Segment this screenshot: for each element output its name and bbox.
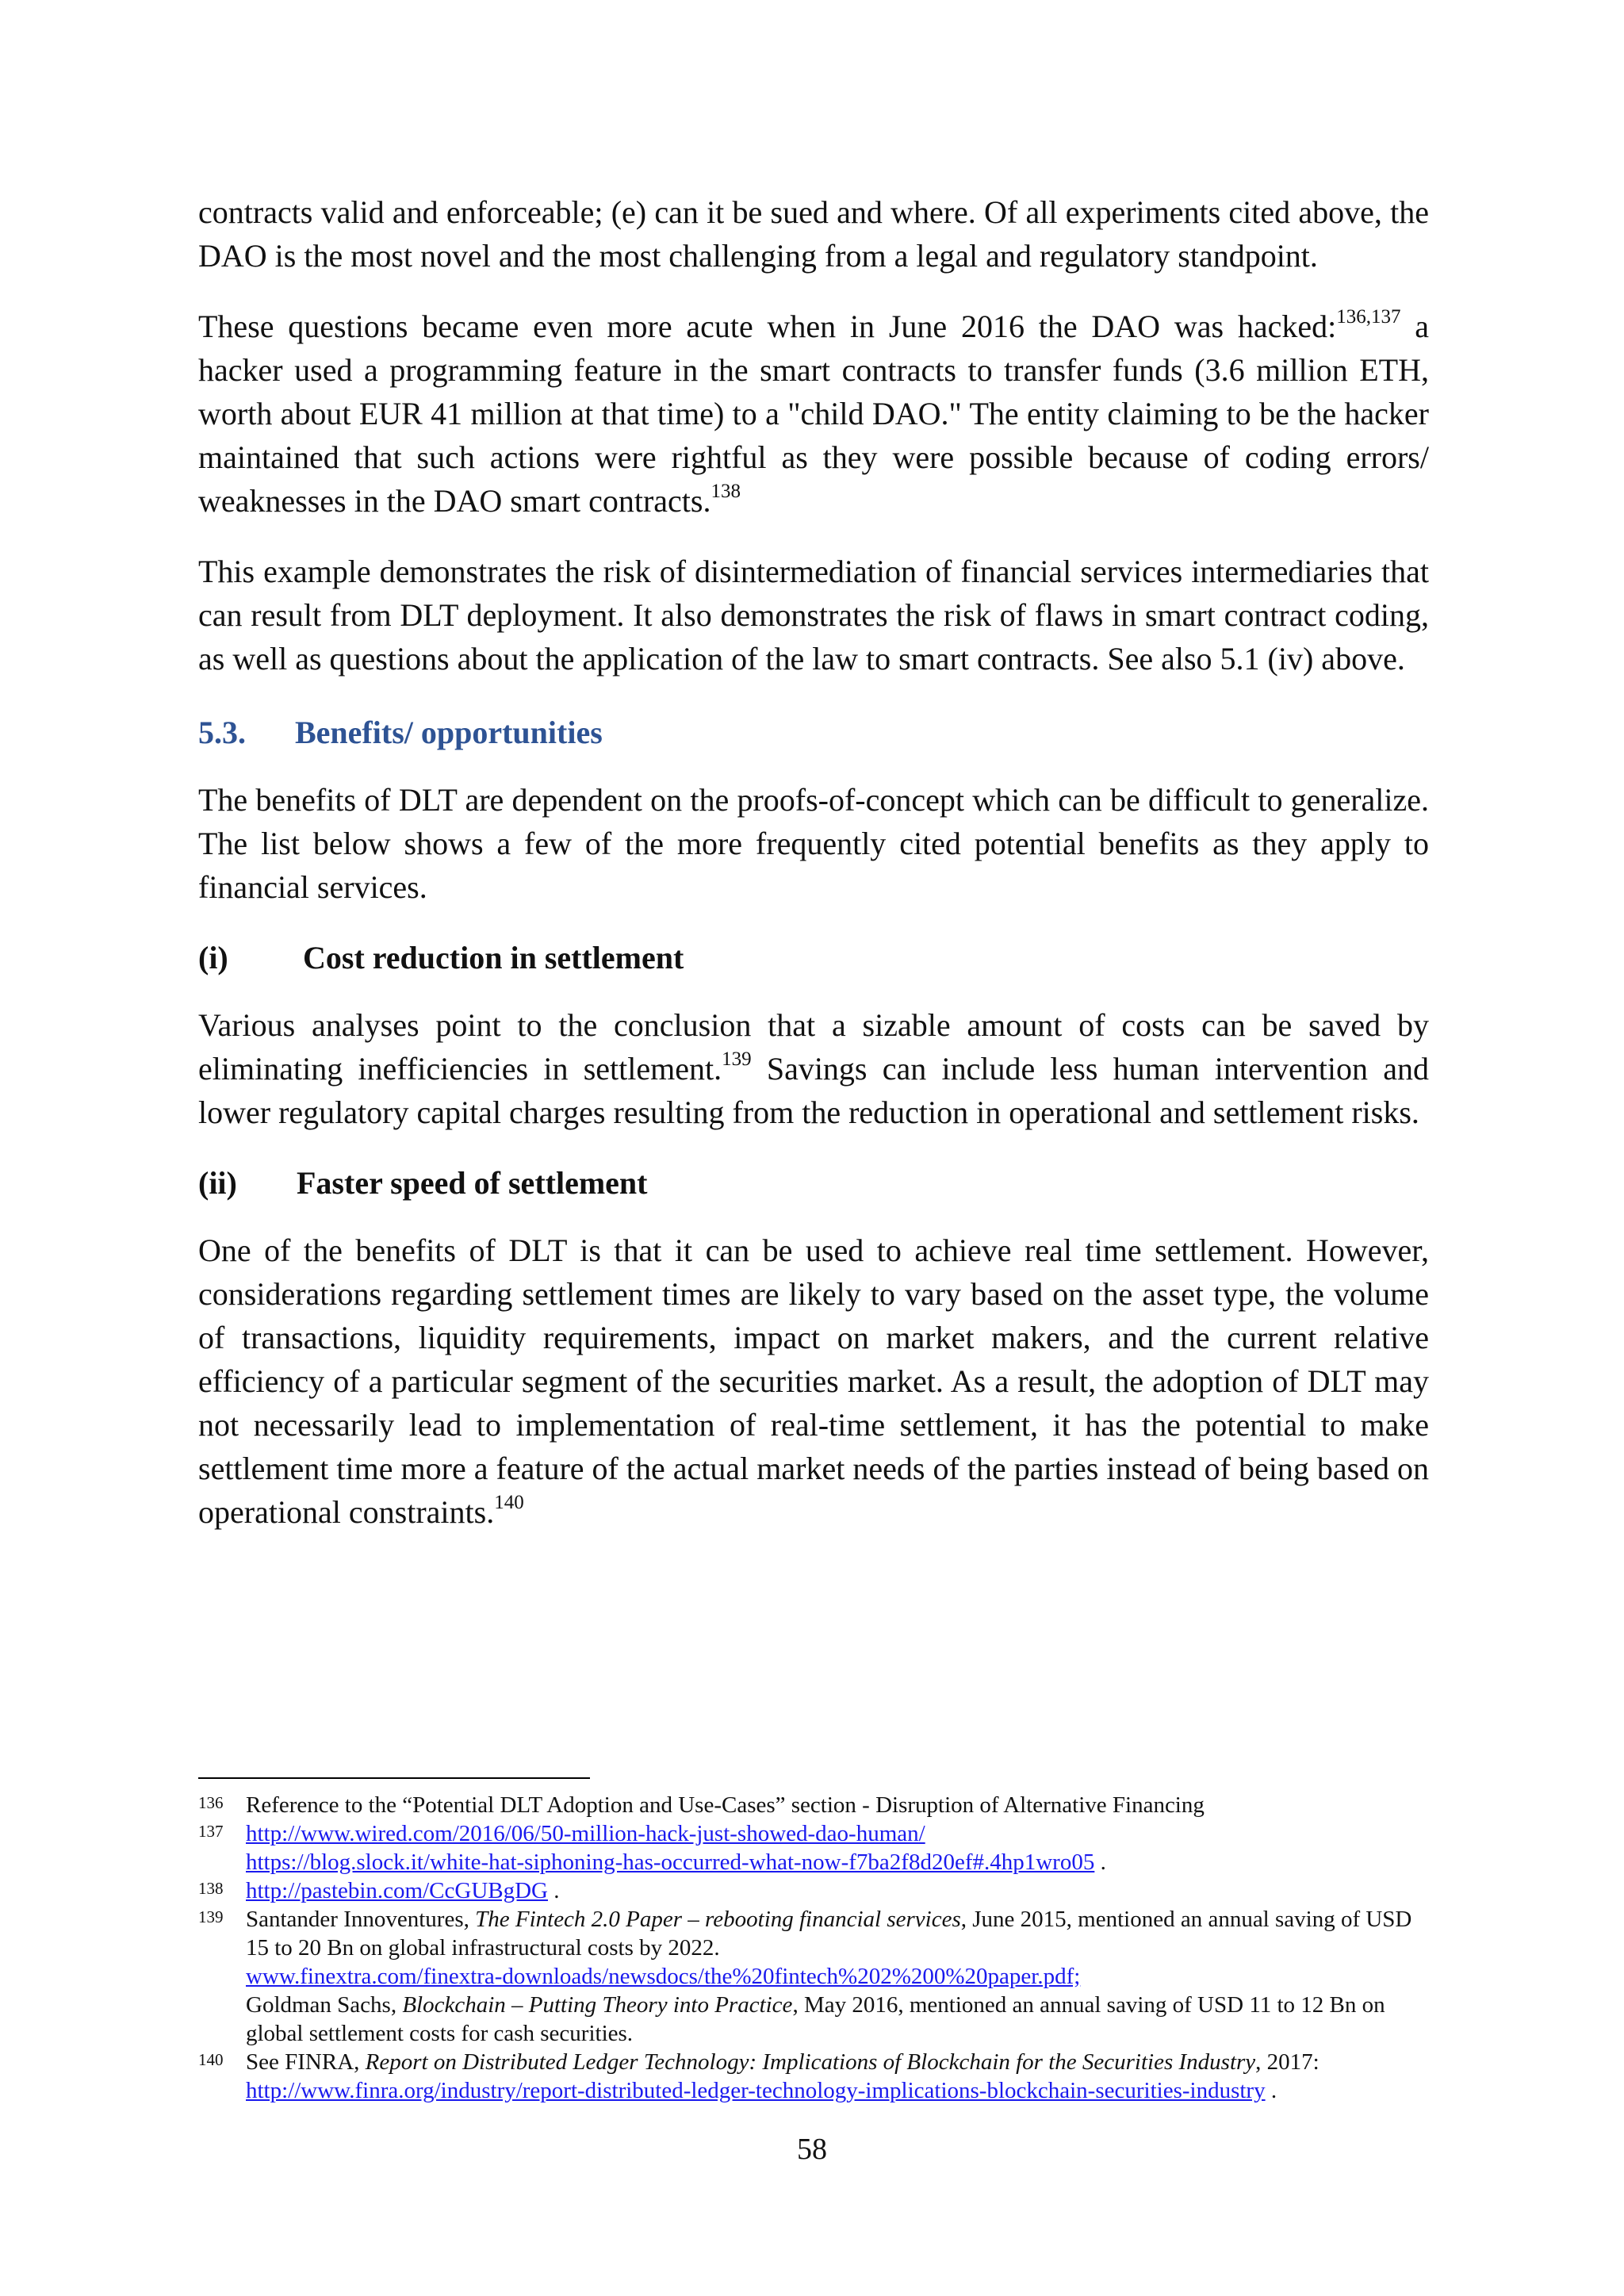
footnote-ref-138[interactable]: 138: [710, 480, 741, 502]
section-number: 5.3.: [198, 715, 246, 750]
paragraph-cost-reduction: [198, 1003, 1429, 1134]
paragraph-text: a hacker used a programming feature in the smart contracts to transfer funds (3.6 million ETH, worth about EUR 41 million at that time) to a "child DAO." The entity claiming to be the hacker maintained that such actions were rightful as they were possible because of coding errors/ weaknesses in the DAO smart contracts.: [198, 309, 1429, 519]
footnote-link-wired[interactable]: http://www.wired.com/2016/06/50-million-hack-just-showed-dao-human/: [246, 1821, 925, 1846]
footnote-ref-136-137[interactable]: 136,137: [1336, 305, 1401, 328]
footnote-138: [198, 1876, 1435, 1905]
footnote-title-italic: The Fintech 2.0 Paper – rebooting financial services: [475, 1907, 961, 1932]
footnote-title-italic: Report on Distributed Ledger Technology: Implications of Blockchain for the Securities Industry: [365, 2049, 1256, 2075]
footnote-text: Santander Innoventures,: [246, 1907, 476, 1932]
footnote-body: [246, 2048, 1435, 2105]
paragraph-faster-settlement: [198, 1228, 1429, 1534]
footnote-number: 136: [198, 1793, 224, 1812]
footnote-139: [198, 1905, 1435, 2048]
footnote-ref-140[interactable]: 140: [494, 1491, 524, 1513]
paragraph-text: These questions became even more acute when in June 2016 the DAO was hacked:: [198, 309, 1337, 344]
footnote-tail: .: [548, 1878, 560, 1903]
footnote-tail: .: [1265, 2078, 1277, 2103]
paragraph-text: This example demonstrates the risk of disintermediation of financial services intermediaries that can result from DLT deployment. It also demonstrates the risk of flaws in smart contract coding, as well as questions about the application of the law to smart contracts. See also 5.1 (iv) above.: [198, 554, 1429, 677]
paragraph-dao-legal: [198, 190, 1429, 278]
footnote-link-pastebin[interactable]: http://pastebin.com/CcGUBgDG: [246, 1878, 548, 1903]
footnote-number: 140: [198, 2050, 224, 2069]
footnote-link-slock[interactable]: https://blog.slock.it/white-hat-siphoning-has-occurred-what-now-f7ba2f8d20ef#.4hp1wro05: [246, 1849, 1095, 1875]
footnote-140: [198, 2048, 1435, 2105]
footnote-number: 137: [198, 1822, 224, 1841]
footnote-136: [198, 1791, 1435, 1819]
paragraph-text: contracts valid and enforceable; (e) can it be sued and where. Of all experiments cited above, the DAO is the most novel and the most challenging from a legal and regulatory standpoint.: [198, 194, 1429, 274]
paragraph-dao-hack: [198, 305, 1429, 523]
page-body: [198, 190, 1429, 1561]
subheading-faster-settlement: [198, 1161, 1429, 1205]
footnote-text: See FINRA,: [246, 2049, 366, 2075]
footnote-body: [246, 1905, 1435, 2048]
footnote-body: [246, 1819, 1435, 1876]
footnote-tail: .: [1094, 1849, 1106, 1875]
paragraph-text: The benefits of DLT are dependent on the proofs-of-concept which can be difficult to generalize. The list below shows a few of the more frequently cited potential benefits as they apply to financial services.: [198, 782, 1429, 905]
footnotes: [198, 1791, 1435, 2105]
subheading-title: Faster speed of settlement: [297, 1165, 648, 1201]
paragraph-text: One of the benefits of DLT is that it can be used to achieve real time settlement. However, considerations regarding settlement times are likely to vary based on the asset type, the volume of transactions, liquidity requirements, impact on market makers, and the current relative efficiency of a particular segment of the securities market. As a result, the adoption of DLT may not necessarily lead to implementation of real-time settlement, it has the potential to make settlement time more a feature of the actual market needs of the parties instead of being based on operational constraints.: [198, 1232, 1429, 1530]
footnote-title-italic: Blockchain – Putting Theory into Practice: [402, 1992, 793, 2018]
subheading-title: Cost reduction in settlement: [303, 940, 684, 976]
footnote-137: [198, 1819, 1435, 1876]
footnote-number: 139: [198, 1907, 224, 1926]
footnote-ref-139[interactable]: 139: [722, 1048, 752, 1070]
footnote-text: , June 2015, mentioned an annual saving of USD 15 to 20 Bn on global infrastructural costs by 2022.: [246, 1907, 1412, 1961]
footnote-text: Goldman Sachs,: [246, 1992, 403, 2018]
subheading-cost-reduction: [198, 936, 1429, 979]
subheading-number: (i): [198, 940, 228, 976]
paragraph-text: Various analyses point to the conclusion that a sizable amount of costs can be saved by eliminating inefficiencies in settlement.: [198, 1007, 1429, 1087]
footnote-link-finextra[interactable]: www.finextra.com/finextra-downloads/newsdocs/the%20fintech%202%200%20paper.pdf;: [246, 1964, 1081, 1989]
section-title: Benefits/ opportunities: [295, 715, 603, 750]
page-number: 58: [797, 2133, 827, 2166]
paragraph-benefits-intro: [198, 778, 1429, 909]
footnote-text: Reference to the “Potential DLT Adoption and Use-Cases” section - Disruption of Alternative Financing: [246, 1792, 1205, 1818]
footnote-number: 138: [198, 1879, 224, 1898]
footnote-separator: [198, 1777, 590, 1779]
footnote-body: [246, 1876, 1435, 1905]
footnote-link-finra[interactable]: http://www.finra.org/industry/report-distributed-ledger-technology-implications-blockchain-securities-industry: [246, 2078, 1266, 2103]
subheading-number: (ii): [198, 1165, 237, 1201]
paragraph-disintermediation: [198, 550, 1429, 680]
footnote-text: , 2017:: [1255, 2049, 1320, 2075]
section-heading-benefits: [198, 711, 1429, 754]
footnote-text: , May 2016, mentioned an annual saving of USD 11 to 12 Bn on global settlement costs for cash securities.: [246, 1992, 1385, 2046]
paragraph-text: Savings can include less human intervention and lower regulatory capital charges resulting from the reduction in operational and settlement risks.: [198, 1051, 1430, 1130]
